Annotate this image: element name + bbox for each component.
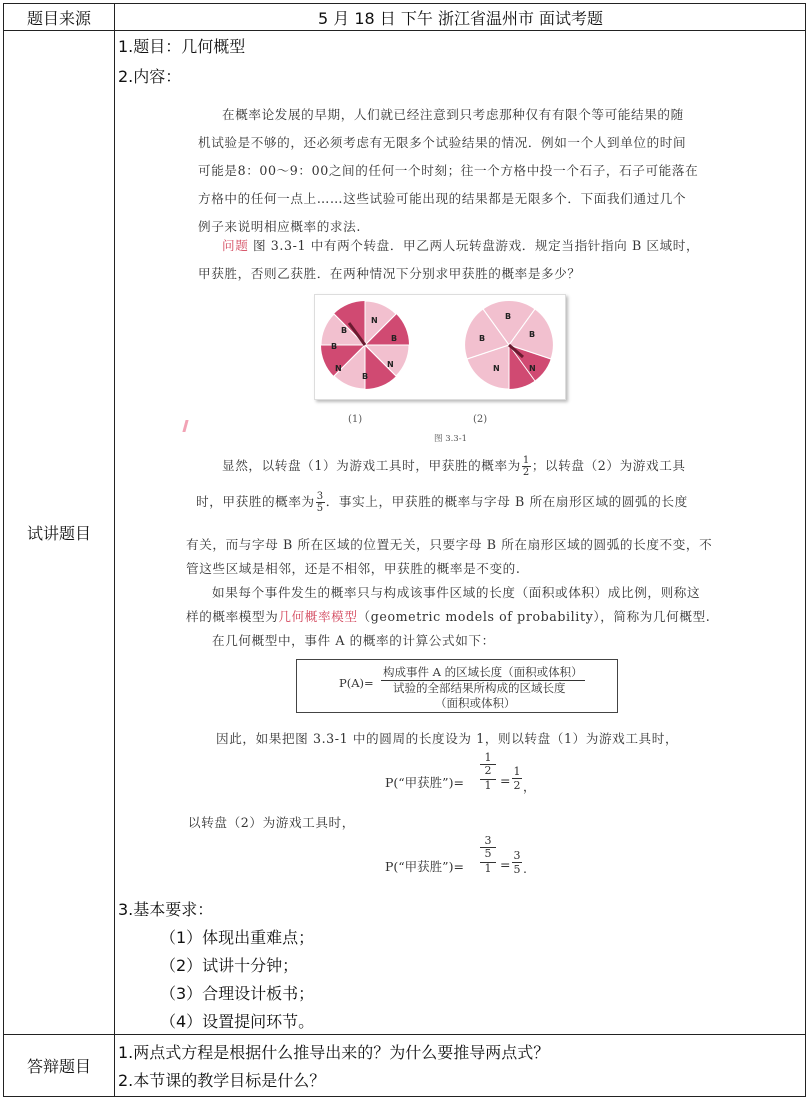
book-line: 如果每个事件发生的概率只与构成该事件区域的长度（面积或体积）成比例，则称这: [212, 585, 701, 600]
sector-label: B: [391, 334, 398, 343]
formula-denominator: 试验的全部结果所构成的区域长度: [393, 681, 566, 695]
row-label-lecture: 试讲题目: [26, 523, 91, 543]
equation-1-complex-fraction: 1 2 1: [480, 752, 496, 792]
equation-2-complex-fraction: 3 5 1: [480, 835, 496, 875]
requirement-item: （1）体现出重难点；: [160, 928, 315, 947]
spinner-svg: [315, 295, 565, 399]
book-line: 在几何概型中，事件 A 的概率的计算公式如下：: [212, 633, 495, 648]
figure-label-2: (2): [473, 414, 488, 425]
book-line: 可能是8：00～9：00之间的任何一个时刻；往一个方格中投一个石子，石子可能落在: [198, 163, 699, 178]
sector-label: B: [362, 372, 369, 381]
term-highlight: 几何概率模型: [278, 609, 358, 624]
sector-label: B: [505, 312, 512, 321]
sector-label: B: [529, 330, 536, 339]
formula-denominator-2: （面积或体积）: [435, 696, 516, 710]
defense-question-2: 2.本节课的教学目标是什么？: [118, 1071, 326, 1090]
formula-box: [296, 659, 618, 713]
defense-question-1: 1.两点式方程是根据什么推导出来的？为什么要推导两点式？: [118, 1043, 550, 1062]
sector-label: N: [529, 364, 536, 373]
content-line: 2.内容：: [118, 67, 182, 86]
defense-divider: [4, 1034, 805, 1035]
requirements-title: 3.基本要求：: [118, 900, 214, 919]
sector-label: N: [371, 316, 378, 325]
book-obvious-line: 显然，以转盘（1）为游戏工具时，甲获胜的概率为 $\frac{1}{2}$ ；以转盘（2）为游戏工具: [222, 455, 686, 478]
equation-2-result: 3 5: [513, 849, 521, 876]
book-paragraph-3: 有关，而与字母 B 所在区域的位置无关，只要字母 B 所在扇形区域的圆弧的长度不变，不 管这些区域是相邻，还是不相邻，甲获胜的概率是不变的. 如果每个事件发生的概率只与构成该事件区域的长度（面积或体积）成比例，则称这 样的概率模型为几何概率模型（geometric models of probability），简称为几何概型. 在几何概型中，事件 A 的概率的计算公式如下：: [186, 533, 746, 653]
sector-label: B: [341, 326, 348, 335]
header-source-value: 5 月 18 日 下午 浙江省温州市 面试考题: [317, 8, 604, 28]
formula-lhs: P(A)=: [339, 676, 374, 690]
column-divider: [114, 4, 115, 1096]
sector-label: B: [479, 334, 486, 343]
spinner-1: [321, 301, 409, 389]
book-time-line: 时，甲获胜的概率为 $\frac{3}{5}$ ．事实上，甲获胜的概率与字母 B 所在扇形区域的圆弧的长度: [196, 491, 688, 514]
row-label-defense: 答辩题目: [26, 1056, 91, 1076]
sector-label: N: [387, 360, 394, 369]
book-line: 例子来说明相应概率的求法.: [198, 219, 361, 234]
header-divider: [4, 30, 805, 31]
spinner-figure: [314, 294, 566, 400]
equation-1-lhs: P(“甲获胜”)=: [385, 775, 464, 790]
fraction-half: $\frac{1}{2}$: [522, 455, 530, 478]
fraction-three-fifths: $\frac{3}{5}$: [316, 491, 324, 514]
sector-label: N: [335, 364, 342, 373]
problem-text-2: 甲获胜，否则乙获胜．在两种情况下分别求甲获胜的概率是多少？: [198, 266, 581, 281]
book-paragraph-1: [180, 101, 740, 241]
book-line: 有关，而与字母 B 所在区域的位置无关，只要字母 B 所在扇形区域的圆弧的长度不变，不: [186, 537, 713, 552]
requirement-item: （3）合理设计板书；: [160, 984, 315, 1003]
book-line: 方格中的任何一点上……这些试验可能出现的结果都是无限多个．下面我们通过几个: [198, 191, 687, 206]
figure-caption: 图 3.3-1: [434, 434, 467, 444]
sector-label: N: [493, 364, 500, 373]
formula-numerator: 构成事件 A 的区域长度（面积或体积）: [383, 665, 583, 679]
book-line: 管这些区域是相邻，还是不相邻，甲获胜的概率是不变的.: [186, 561, 521, 576]
topic-line: 1.题目：几何概型: [118, 37, 246, 56]
sector-label: B: [331, 342, 338, 351]
book-therefore-line: 因此，如果把图 3.3-1 中的圆周的长度设为 1，则以转盘（1）为游戏工具时，: [216, 731, 679, 746]
requirement-item: （4）设置提问环节。: [160, 1012, 315, 1031]
equation-1-result: 1 2: [513, 765, 521, 792]
spinner-2: [465, 300, 554, 389]
book-problem: [180, 232, 740, 288]
book-line: 机试验是不够的，还必须考虑有无限多个试验结果的情况．例如一个人到单位的时间: [198, 135, 687, 150]
equation-2-lhs: P(“甲获胜”)=: [385, 859, 464, 874]
book-with2-line: 以转盘（2）为游戏工具时，: [188, 815, 355, 830]
problem-text: 图 3.3-1 中有两个转盘．甲乙两人玩转盘游戏．规定当指针指向 B 区域时，: [253, 238, 700, 253]
problem-tag: 问题: [222, 238, 249, 253]
requirement-item: （2）试讲十分钟；: [160, 956, 299, 975]
figure-label-1: (1): [348, 414, 363, 425]
book-line: 在概率论发展的早期，人们就已经注意到只考虑那种仅有有限个等可能结果的随: [222, 107, 684, 122]
header-source-label: 题目来源: [26, 8, 91, 28]
